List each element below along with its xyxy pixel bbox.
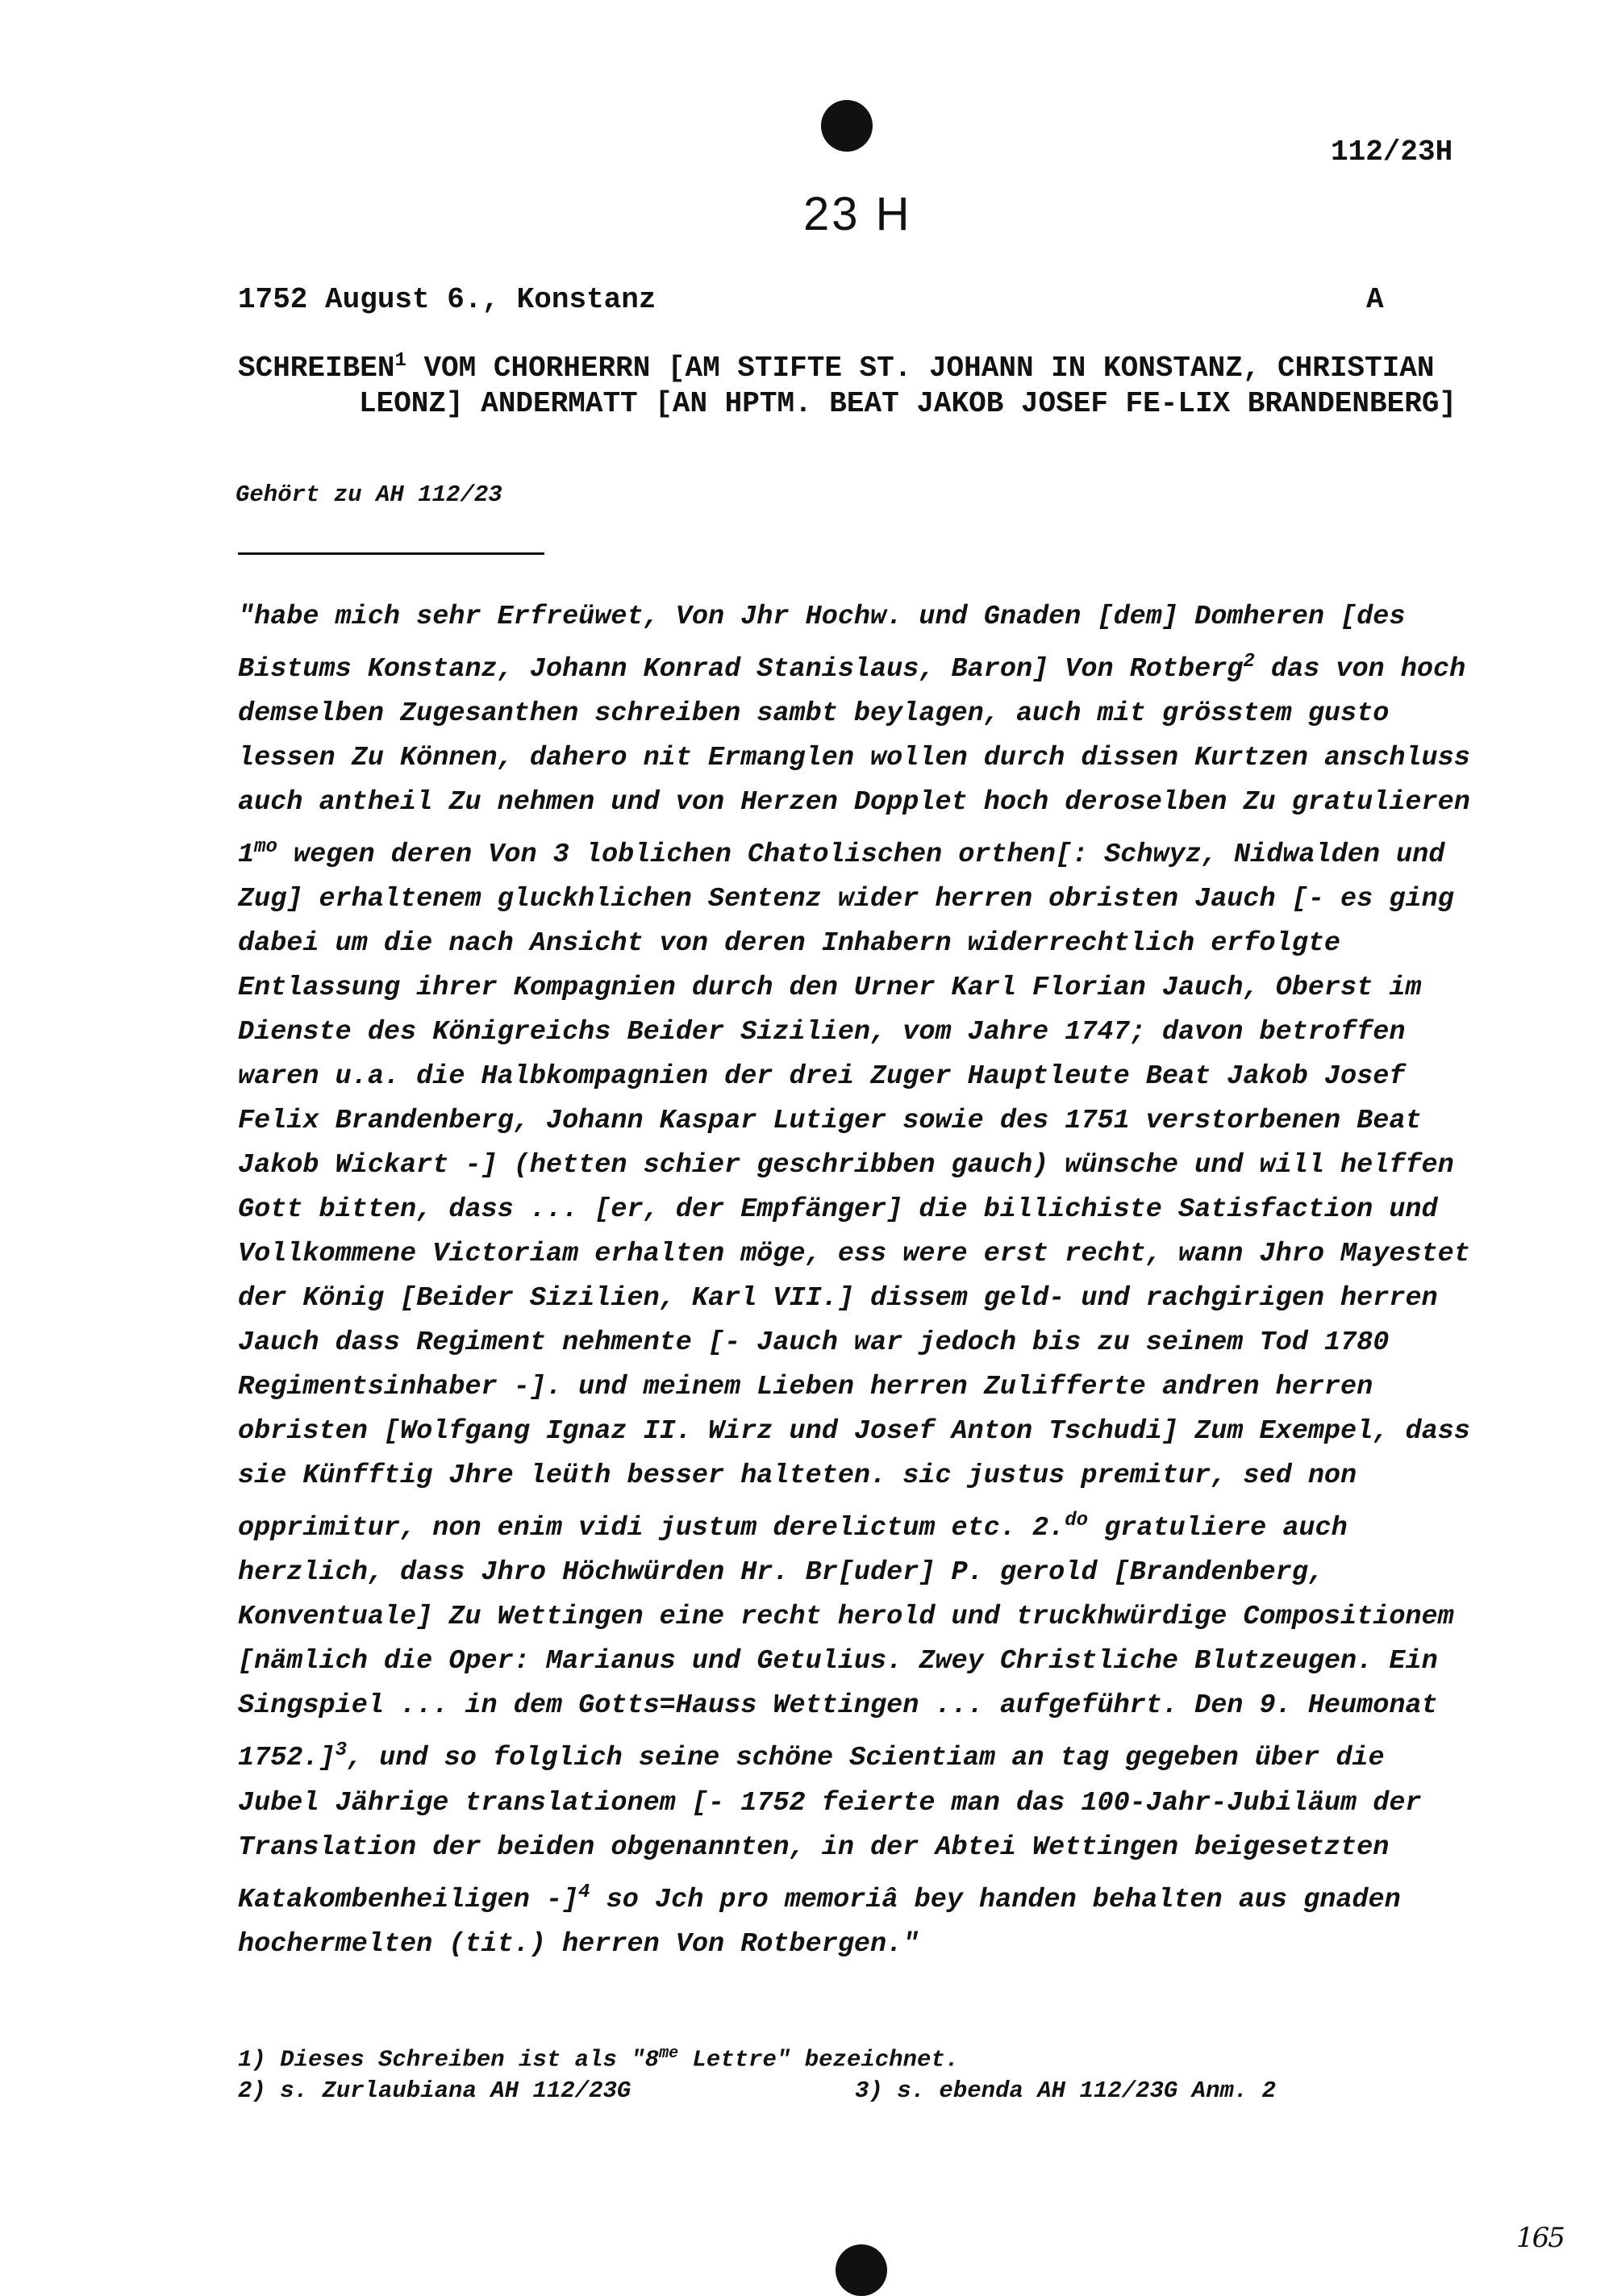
footnote-1 [238, 2044, 959, 2073]
quote-name-karl: Karl VII. [691, 1283, 838, 1315]
quote-name-rotberg: Rotberg [1129, 654, 1244, 685]
quote-text: "habe mich sehr Erfreüwet, Von Jhr Hochw. und Gnaden [dem] Domheren [des Bistums Konstanz, Johann Konrad Stanislaus, Baron] Von [238, 602, 1406, 685]
ordinal-sup: mo [254, 836, 277, 859]
footnote-mark: 2 [1243, 651, 1255, 673]
quote-name-wickart: Wickart [335, 1150, 449, 1181]
quote-text: ] Zum Exempel, dass sie Künfftig Jhre leüth besser halteten. sic justus premitur, sed non opprimitur, non enim vidi justum derelictum etc. 2. [238, 1416, 1470, 1544]
document-type-letter: A [1366, 283, 1384, 316]
quote-name-marianus: Marianus [545, 1646, 676, 1677]
document-title [238, 344, 1480, 422]
footnote-mark: 3 [335, 1740, 348, 1762]
separator-rule [238, 552, 544, 555]
quote-name-lutiger: Lutiger [773, 1106, 887, 1137]
footnote-3: 3) s. ebenda AH 112/23G Anm. 2 [855, 2077, 1277, 2104]
title-part2: VOM CHORHERRN [AM STIFTE ST. JOHANN IN KONSTANZ, CHRISTIAN LEONZ] ANDERMATT [AN HPTM. BEAT JAKOB JOSEF FE-LIX BRANDENBERG] [359, 352, 1457, 420]
page-number-stamp: 165 [1516, 2222, 1564, 2254]
footnote-1-text: 1) Dieses Schreiben ist als "8 [238, 2046, 660, 2073]
quote-text: und [675, 1646, 757, 1677]
quote-text: gratuliere auch herzlich, dass Jhro Höchwürden Hr. Br[uder] P. gerold [ [238, 1513, 1348, 1589]
quote-text: Konventuale] Zu Wettingen eine recht herold und truckhwürdige Compositionem [nämlich die Oper: [238, 1602, 1454, 1677]
quote-text: , und so folglich seine schöne Scientiam an tag gegeben über die Jubel Jährige translationem [- 1752 feierte man das 100-Jahr-Jubiläum der Translation der beiden obgenannten, in der Abtei Wettingen beigesetzten Katakombenheiligen -] [238, 1743, 1422, 1915]
quote-text: Zwey Christliche Blutzeugen. Ein Singspiel ... in dem Gotts=Hauss Wettingen ... aufgeführt. Den 9. Heumonat 1752.] [238, 1646, 1438, 1774]
archive-reference: 112/23H [1331, 135, 1453, 169]
quote-text: wegen deren Von 3 loblichen Chatolischen orthen[: Schwyz, Nidwalden und Zug] erhaltenem gluckhlichen Sentenz wider herren obristen [238, 840, 1445, 915]
footnote-1-sup: me [659, 2044, 679, 2063]
quote-text: so Jch pro memoriâ bey handen behalten aus gnaden hochermelten (tit.) herren Von Rotbergen." [238, 1884, 1401, 1960]
date-place: 1752 August 6., Konstanz [238, 283, 656, 316]
punch-hole-bottom [836, 2244, 887, 2296]
quote-text: [- es ging dabei um die nach Ansicht von deren Inhabern widerrechtlich erfolgte Entlassung ihrer Kompagnien durch den Urner Karl Florian Jauch, Oberst im Dienste des Königreichs Beider Sizilien, vom Jahre 1747; davon betroffen waren u.a. die Halbkompagnien der drei Zuger Hauptleute Beat Jakob Josef Felix Brandenberg, Johann Kaspar [238, 884, 1454, 1137]
quote-text: ] dissem geld- und rachgirigen herren Jauch dass Regiment nehmente [- Jauch war jedoch bis zu seinem Tod 1780 Regimentsinhaber -]. und meinem Lieben herren Zulifferte andren herren obristen [Wolfgang Ignaz II. [238, 1283, 1438, 1448]
title-footnote-mark: 1 [394, 350, 406, 372]
quote-text: das von hoch demselben Zugesanthen schreiben sambt beylagen, auch mit grösstem gusto lessen Zu Können, dahero nit Ermanglen wollen durch dissen Kurtzen anschluss auch antheil Zu nehmen und von Herzen Dopplet hoch deroselben Zu gratulieren 1 [238, 654, 1470, 871]
quote-text: sowie des 1751 verstorbenen Beat Jakob [238, 1106, 1422, 1181]
punch-hole-top [821, 100, 873, 152]
footnote-2: 2) s. Zurlaubiana AH 112/23G [238, 2077, 631, 2104]
quote-name-jauch: Jauch [1194, 884, 1276, 915]
title-part1: SCHREIBEN [238, 352, 395, 385]
handwritten-label: 23 H [803, 188, 912, 240]
ordinal-sup: do [1065, 1510, 1089, 1532]
footnote-1-text-end: Lettre" bezeichnet. [678, 2046, 960, 2073]
quote-text: -] (hetten schier geschribben gauch) wünsche und will helffen Gott bitten, dass ... [er, der Empfänger] die billichiste Satisfaction und Vollkommene Victoriam erhalten möge, ess were erst recht, wann Jhro Mayestet der König [Beider Sizilien, [238, 1150, 1470, 1315]
footnote-mark: 4 [578, 1881, 590, 1903]
belongs-to-reference: Gehört zu AH 112/23 [235, 481, 502, 508]
quote-name-brandenberg: Brandenberg, [1129, 1557, 1324, 1589]
quotation-body [238, 595, 1480, 1967]
quote-name-tschudi: Tschudi [1048, 1416, 1162, 1448]
quote-name-getulius: Getulius. [756, 1646, 903, 1677]
quote-name-wirz: Wirz [708, 1416, 773, 1448]
quote-text: und Josef Anton [773, 1416, 1049, 1448]
